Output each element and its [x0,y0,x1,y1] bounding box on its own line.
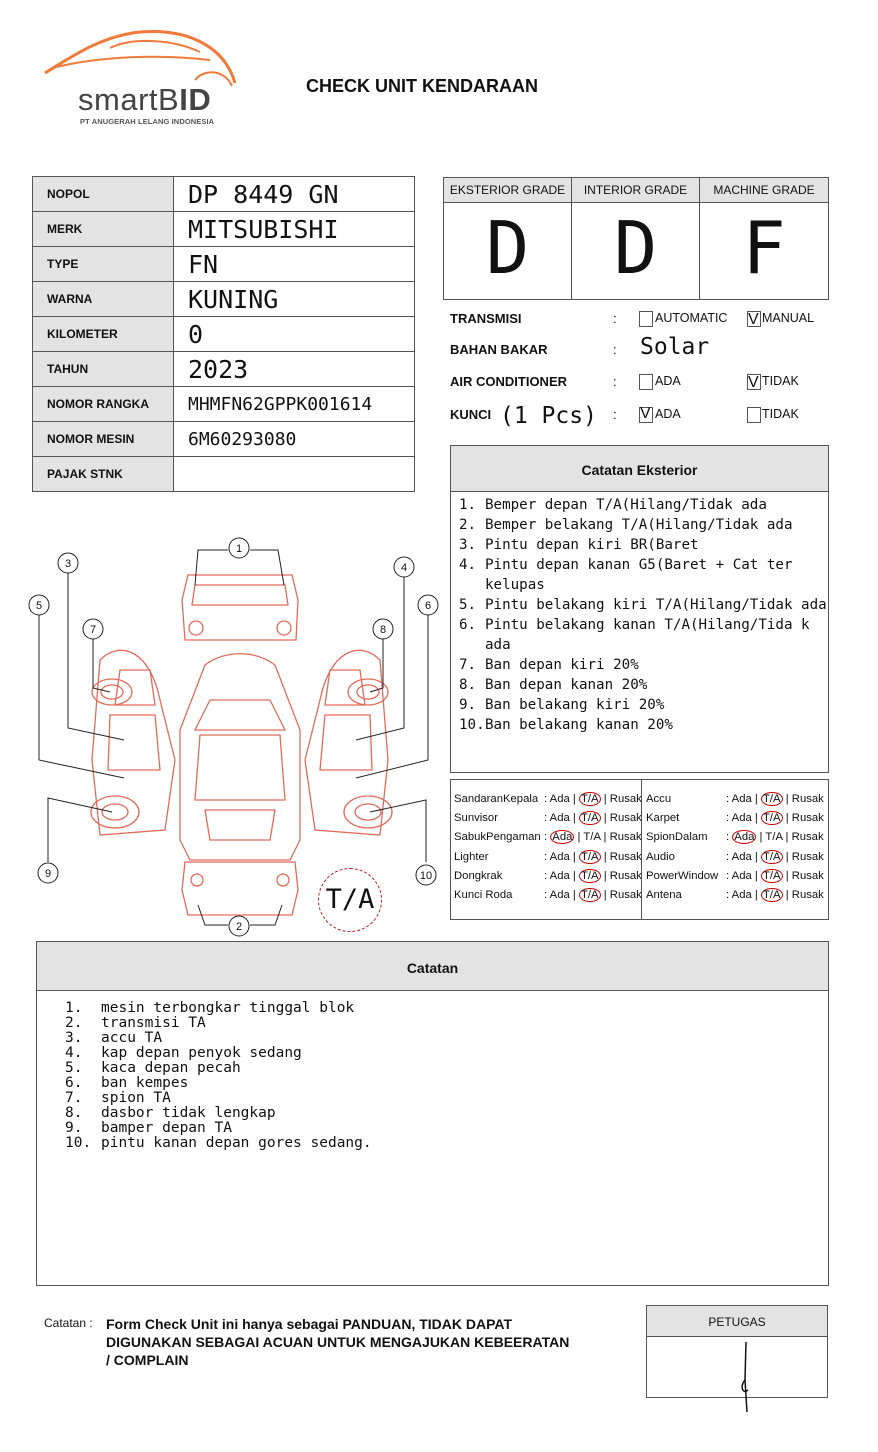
car-damage-diagram [0,530,445,940]
list-item: 1. mesin terbongkar tinggal blok [65,1000,355,1016]
accessory-option[interactable]: T/A [762,889,781,901]
accessory-option[interactable]: T/A [580,812,599,825]
document-title: CHECK UNIT KENDARAAN [306,76,538,96]
logo-brand: smartBID [78,82,212,117]
list-item: 3. accu TA [65,1030,163,1046]
svg-text:1: 1 [235,543,243,555]
row-warna [33,282,415,317]
label-kilometer: KILOMETER [33,317,174,352]
list-item: 5. Pintu belakang kiri T/A(Hilang/Tidak ada [459,597,827,613]
label-pajak-stnk: PAJAK STNK [33,457,174,492]
marker-7 [83,619,103,639]
accessory-option[interactable]: Ada [731,812,752,825]
accessory-option[interactable]: T/A [580,889,599,901]
value-tahun: 2023 [174,352,415,387]
list-item: 6. Pintu belakang kanan T/A(Hilang/Tida k ada [459,617,810,653]
marker-9 [38,863,58,883]
right-side-outline [305,650,388,835]
notes-title: Catatan [37,942,828,991]
value-nopol: DP 8449 GN [174,177,415,212]
accessory-option[interactable]: T/A [583,831,601,844]
accessory-name: Lighter [454,850,489,863]
grade-machine [700,178,828,299]
svg-text:6: 6 [424,600,432,612]
accessory-row: Antena : Ada | T/A | Rusak [646,889,824,901]
marker-2 [229,916,249,936]
grade-interior-value: D [613,206,658,290]
accessory-option[interactable]: Ada [731,869,752,882]
signature-mark [730,1340,760,1415]
accessory-name: Accu [646,793,672,805]
accessory-row: Karpet : Ada | T/A | Rusak [646,812,824,825]
grades-table [443,177,829,300]
list-item: 7. Ban depan kiri 20% [459,657,639,673]
grade-machine-label: MACHINE GRADE [700,178,828,203]
kunci-count: (1 Pcs) [500,403,597,429]
accessory-name: Antena [646,889,682,901]
manual-check-mark: V [748,311,759,328]
accessory-option[interactable]: T/A [580,793,599,805]
accessory-option[interactable]: Ada [552,831,573,844]
value-nomor-rangka: MHMFN62GPPK001614 [174,387,415,422]
accessory-option[interactable]: Ada [731,889,752,901]
kunci-ada-check-mark: V [640,405,651,422]
list-item: 8. Ban depan kanan 20% [459,677,648,693]
accessory-option[interactable]: Rusak [791,889,824,901]
accessory-row: Audio : Ada | T/A | Rusak [646,850,824,863]
accessory-row: Sunvisor : Ada | T/A | Rusak [454,812,642,825]
accessory-name: SpionDalam [646,831,708,844]
accessory-option[interactable]: Rusak [791,869,824,882]
accessory-option[interactable]: Ada [549,812,570,825]
svg-text:9: 9 [44,868,52,880]
row-kilometer [33,317,415,352]
marker-4 [394,557,414,577]
accessory-name: Dongkrak [454,869,503,882]
row-nomor-mesin [33,422,415,457]
accessory-option[interactable]: T/A [580,869,599,882]
row-pajak-stnk [33,457,415,492]
notes-list [37,991,828,1151]
bahan-bakar-value: Solar [640,334,710,360]
accessory-option[interactable]: T/A [765,831,783,844]
accessory-option[interactable]: T/A [762,869,781,882]
label-tahun: TAHUN [33,352,174,387]
accessory-row: Dongkrak : Ada | T/A | Rusak [454,869,642,882]
accessory-row: Lighter : Ada | T/A | Rusak [454,850,642,863]
accessory-option[interactable]: T/A [762,850,781,863]
svg-text:2: 2 [235,921,243,933]
vehicle-identity-table [32,176,415,492]
accessory-option[interactable]: Rusak [791,850,824,863]
row-nomor-rangka [33,387,415,422]
bahan-bakar-label: BAHAN BAKAR [450,342,548,357]
row-nopol [33,177,415,212]
svg-text:3: 3 [64,558,72,570]
list-item: 1. Bemper depan T/A(Hilang/Tidak ada [459,497,767,513]
ac-tidak-option: TIDAK [762,374,799,388]
accessories-checklist [450,779,829,920]
row-type [33,247,415,282]
accessory-option[interactable]: Rusak [609,850,642,863]
kunci-tidak-checkbox[interactable] [747,407,761,423]
list-item: 7. spion TA [65,1090,171,1106]
marker-5 [29,595,49,615]
marker-1 [229,538,249,558]
ta-stamp: T/A [318,868,382,932]
accessory-name: Karpet [646,812,680,825]
accessory-option[interactable]: Rusak [791,831,824,844]
accessory-option[interactable]: Ada [731,850,752,863]
kunci-colon: : [613,407,617,422]
footer-label: Catatan : [44,1316,93,1330]
smartbid-logo [40,28,240,128]
grade-exterior [444,178,572,299]
list-item: 10. Ban belakang kanan 20% [459,717,673,733]
value-pajak-stnk [174,457,415,492]
accessory-option[interactable]: Rusak [609,812,642,825]
label-type: TYPE [33,247,174,282]
svg-text:8: 8 [379,624,387,636]
value-merk: MITSUBISHI [174,212,415,247]
accessory-row: SabukPengaman : Ada | T/A | Rusak [454,831,642,844]
accessory-option[interactable]: Rusak [791,812,824,825]
ac-colon: : [613,374,617,389]
accessory-option[interactable]: Ada [549,869,570,882]
accessory-option[interactable]: Rusak [609,793,642,805]
accessory-option[interactable]: Ada [549,793,570,805]
accessory-option[interactable]: T/A [762,793,781,805]
label-nopol: NOPOL [33,177,174,212]
grade-exterior-value: D [485,206,530,290]
accessory-row: PowerWindow : Ada | T/A | Rusak [646,869,824,882]
accessory-name: Kunci Roda [454,889,513,901]
accessory-row: SpionDalam : Ada | T/A | Rusak [646,831,824,844]
accessory-option[interactable]: T/A [762,812,781,825]
svg-text:10: 10 [419,870,433,882]
label-nomor-rangka: NOMOR RANGKA [33,387,174,422]
list-item: 8. dasbor tidak lengkap [65,1105,276,1121]
kunci-ada-option: ADA [655,407,681,421]
value-kilometer: 0 [174,317,415,352]
list-item: 2. Bemper belakang T/A(Hilang/Tidak ada [459,517,793,533]
list-item: 6. ban kempes [65,1075,189,1091]
accessory-option[interactable]: T/A [580,850,599,863]
footer-disclaimer: Form Check Unit ini hanya sebagai PANDUAN, TIDAK DAPAT DIGUNAKAN SEBAGAI ACUAN UNTUK MENGAJUKAN KEBEERATAN / COMPLAIN [106,1316,570,1368]
ac-ada-checkbox[interactable] [639,374,653,390]
bahan-bakar-colon: : [613,342,617,357]
list-item: 9. bamper depan TA [65,1120,232,1136]
manual-option: MANUAL [762,311,815,325]
accessory-name: Audio [646,850,675,863]
kunci-label: KUNCI [450,407,492,422]
ac-tidak-check-mark: V [748,374,759,391]
notes-panel [36,941,829,1286]
kunci-tidak-option: TIDAK [762,407,799,421]
list-item: 3. Pintu depan kiri BR(Baret [459,537,699,553]
grade-interior-label: INTERIOR GRADE [572,178,699,203]
accessory-option[interactable]: Rusak [791,793,824,805]
label-warna: WARNA [33,282,174,317]
logo-company: PT ANUGERAH LELANG INDONESIA [80,117,215,126]
accessory-option[interactable]: Ada [549,850,570,863]
exterior-notes-panel [450,445,829,773]
marker-8 [373,619,393,639]
rear-view-outline [182,862,298,915]
list-item: 5. kaca depan pecah [65,1060,241,1076]
list-item: 2. transmisi TA [65,1015,206,1031]
grade-interior [572,178,700,299]
label-merk: MERK [33,212,174,247]
marker-10 [416,865,436,885]
transmisi-colon: : [613,311,617,326]
accessory-option[interactable]: Ada [549,889,570,901]
accessory-option[interactable]: Rusak [609,869,642,882]
accessory-name: Sunvisor [454,812,498,825]
accessory-row: Accu : Ada | T/A | Rusak [646,793,824,805]
automatic-checkbox[interactable] [639,311,653,327]
accessory-option[interactable]: Ada [731,793,752,805]
list-item: 9. Ban belakang kiri 20% [459,697,665,713]
svg-text:4: 4 [400,562,408,574]
accessory-option[interactable]: Ada [734,831,755,844]
accessory-row: Kunci Roda : Ada | T/A | Rusak [454,889,642,901]
list-item: 4. kap depan penyok sedang [65,1045,302,1061]
row-merk [33,212,415,247]
marker-6 [418,595,438,615]
svg-text:5: 5 [35,600,43,612]
ac-ada-option: ADA [655,374,681,388]
row-tahun [33,352,415,387]
accessory-name: PowerWindow [646,869,719,882]
marker-3 [58,553,78,573]
value-type: FN [174,247,415,282]
accessory-name: SabukPengaman [454,831,541,844]
accessory-name: SandaranKepala [454,793,539,805]
exterior-notes-title: Catatan Eksterior [451,446,828,492]
list-item: 4. Pintu depan kanan G5(Baret + Cat ter kelupas [459,557,793,593]
value-warna: KUNING [174,282,415,317]
value-nomor-mesin: 6M60293080 [174,422,415,457]
svg-text:7: 7 [89,624,97,636]
automatic-option: AUTOMATIC [655,311,728,325]
exterior-notes-list [451,492,828,735]
label-nomor-mesin: NOMOR MESIN [33,422,174,457]
ac-label: AIR CONDITIONER [450,374,567,389]
accessory-row: SandaranKepala : Ada | T/A | Rusak [454,793,642,805]
transmisi-label: TRANSMISI [450,311,522,326]
petugas-label: PETUGAS [647,1306,827,1337]
accessory-option[interactable]: Rusak [609,831,642,844]
list-item: 10. pintu kanan depan gores sedang. [65,1135,372,1151]
grade-exterior-label: EKSTERIOR GRADE [444,178,571,203]
grade-machine-value: F [742,206,786,290]
accessory-option[interactable]: Rusak [609,889,642,901]
